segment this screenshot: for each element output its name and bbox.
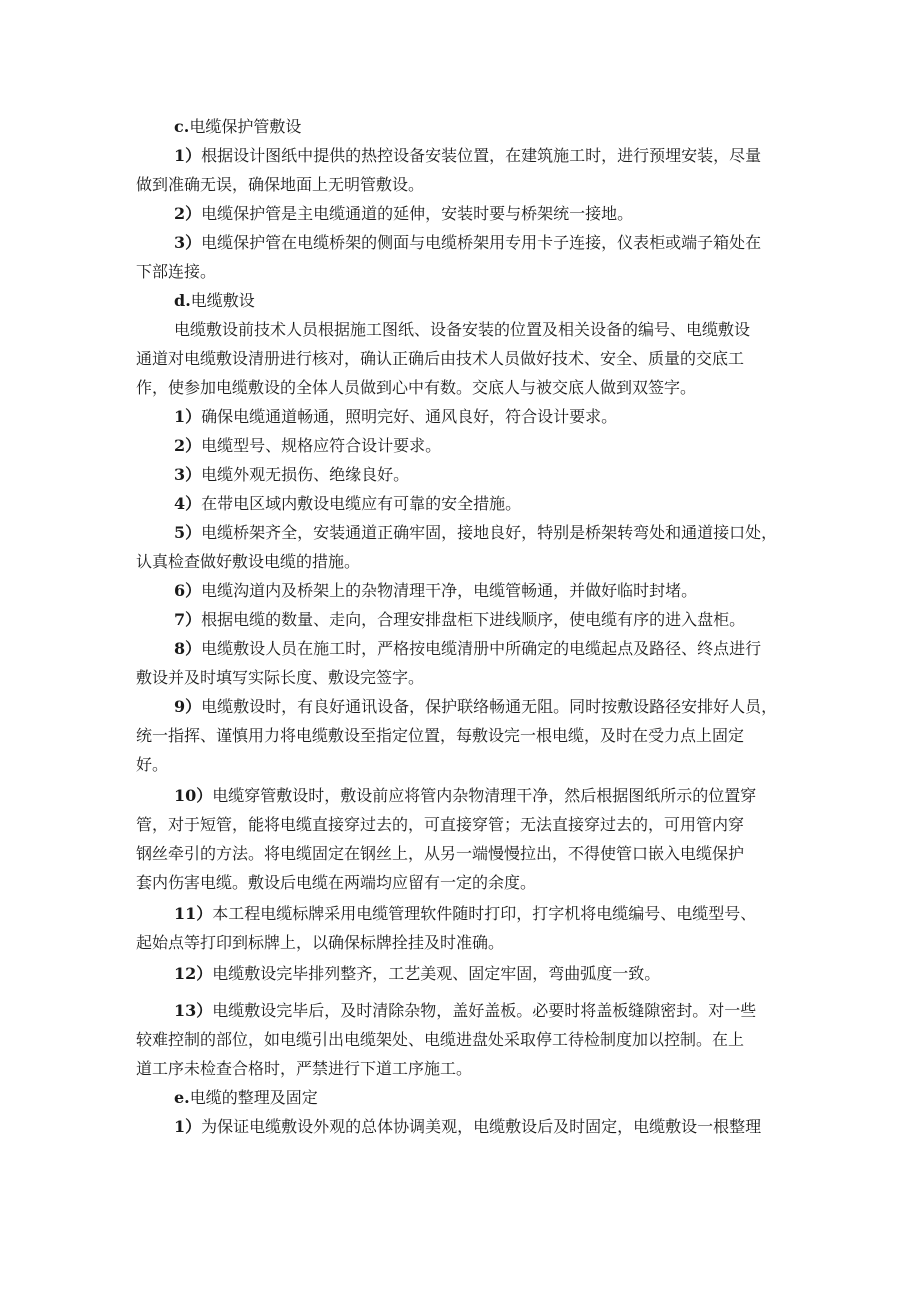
item-number: 2）: [174, 436, 202, 455]
item-text: 认真检查做好敷设电缆的措施。: [136, 552, 361, 571]
list-item: [136, 199, 796, 228]
section-heading-c: [136, 112, 796, 141]
item-number: 2）: [174, 204, 202, 223]
list-item: [136, 899, 796, 957]
heading-number: d.: [174, 291, 191, 310]
item-text: 在带电区域内敷设电缆应有可靠的安全措施。: [201, 494, 522, 513]
item-number: 7）: [174, 610, 202, 629]
list-item: [136, 141, 796, 199]
heading-text: 电缆保护管敷设: [189, 117, 302, 136]
item-text: 根据设计图纸中提供的热控设备安装位置，在建筑施工时，进行预埋安装，尽量: [201, 146, 762, 165]
document-page: [136, 112, 796, 1141]
item-text: 管，对于短管，能将电缆直接穿过去的，可直接穿管；无法直接穿过去的，可用管内穿: [136, 815, 745, 834]
item-number: 1）: [174, 1117, 202, 1136]
intro-paragraph: [136, 315, 796, 402]
intro-text: 通道对电缆敷设清册进行核对，确认正确后由技术人员做好技术、安全、质量的交底工: [136, 349, 745, 368]
list-item: [136, 460, 796, 489]
item-text: 电缆沟道内及桥架上的杂物清理干净，电缆管畅通，并做好临时封堵。: [201, 581, 698, 600]
list-item: [136, 576, 796, 605]
item-number: 3）: [174, 465, 202, 484]
intro-text: 电缆敷设前技术人员根据施工图纸、设备安装的位置及相关设备的编号、电缆敷设: [174, 320, 751, 339]
item-text: 电缆敷设时，有良好通讯设备，保护联络畅通无阻。同时按敷设路径安排好人员，: [201, 697, 778, 716]
item-number: 3）: [174, 233, 202, 252]
list-item: [136, 605, 796, 634]
item-text: 电缆桥架齐全，安装通道正确牢固，接地良好，特别是桥架转弯处和通道接口处，: [201, 523, 778, 542]
list-item: [136, 518, 796, 576]
list-item: [136, 431, 796, 460]
item-number: 13）: [174, 1001, 213, 1020]
item-text: 为保证电缆敷设外观的总体协调美观，电缆敷设后及时固定，电缆敷设一根整理: [201, 1117, 762, 1136]
list-item: [136, 402, 796, 431]
item-text: 统一指挥、谨慎用力将电缆敷设至指定位置，每敷设完一根电缆，及时在受力点上固定: [136, 726, 745, 745]
list-item: [136, 996, 796, 1083]
item-number: 8）: [174, 639, 202, 658]
item-text: 好。: [136, 755, 169, 774]
item-text: 电缆外观无损伤、绝缘良好。: [201, 465, 410, 484]
item-number: 6）: [174, 581, 202, 600]
section-heading-e: [136, 1083, 796, 1112]
section-heading-d: [136, 286, 796, 315]
item-text: 下部连接。: [136, 262, 217, 281]
item-number: 9）: [174, 697, 202, 716]
item-text: 确保电缆通道畅通，照明完好、通风良好，符合设计要求。: [201, 407, 618, 426]
item-text: 电缆敷设完毕后，及时清除杂物，盖好盖板。必要时将盖板缝隙密封。对一些: [212, 1001, 757, 1020]
item-number: 12）: [174, 964, 213, 983]
item-text: 根据电缆的数量、走向，合理安排盘柜下进线顺序，使电缆有序的进入盘柜。: [201, 610, 746, 629]
item-number: 10）: [174, 786, 213, 805]
heading-number: e.: [174, 1088, 190, 1107]
item-text: 本工程电缆标牌采用电缆管理软件随时打印，打字机将电缆编号、电缆型号、: [212, 904, 757, 923]
heading-number: c.: [174, 117, 190, 136]
item-text: 敷设并及时填写实际长度、敷设完签字。: [136, 668, 425, 687]
item-text: 电缆穿管敷设时，敷设前应将管内杂物清理干净，然后根据图纸所示的位置穿: [212, 786, 757, 805]
list-item: [136, 692, 796, 779]
item-text: 做到准确无误，确保地面上无明管敷设。: [136, 175, 425, 194]
list-item: [136, 228, 796, 286]
item-text: 起始点等打印到标牌上，以确保标牌拴挂及时准确。: [136, 933, 505, 952]
item-number: 1）: [174, 407, 202, 426]
intro-text: 作，使参加电缆敷设的全体人员做到心中有数。交底人与被交底人做到双签字。: [136, 378, 697, 397]
item-text: 电缆保护管在电缆桥架的侧面与电缆桥架用专用卡子连接，仪表柜或端子箱处在: [201, 233, 762, 252]
item-text: 电缆保护管是主电缆通道的延伸，安装时要与桥架统一接地。: [201, 204, 634, 223]
list-item: [136, 634, 796, 692]
list-item: [136, 489, 796, 518]
heading-text: 电缆的整理及固定: [189, 1088, 318, 1107]
list-item: [136, 1112, 796, 1141]
item-number: 1）: [174, 146, 202, 165]
item-text: 较难控制的部位，如电缆引出电缆架处、电缆进盘处采取停工待检制度加以控制。在上: [136, 1030, 745, 1049]
item-number: 11）: [174, 904, 213, 923]
heading-text: 电缆敷设: [190, 291, 255, 310]
item-number: 4）: [174, 494, 202, 513]
item-text: 套内伤害电缆。敷设后电缆在两端均应留有一定的余度。: [136, 873, 537, 892]
item-text: 钢丝牵引的方法。将电缆固定在钢丝上，从另一端慢慢拉出，不得使管口嵌入电缆保护: [136, 844, 745, 863]
item-text: 道工序未检查合格时，严禁进行下道工序施工。: [136, 1059, 473, 1078]
item-text: 电缆型号、规格应符合设计要求。: [201, 436, 442, 455]
list-item: [136, 781, 796, 897]
item-text: 电缆敷设人员在施工时，严格按电缆清册中所确定的电缆起点及路径、终点进行: [201, 639, 762, 658]
item-number: 5）: [174, 523, 202, 542]
list-item: [136, 959, 796, 988]
item-text: 电缆敷设完毕排列整齐，工艺美观、固定牢固，弯曲弧度一致。: [212, 964, 661, 983]
